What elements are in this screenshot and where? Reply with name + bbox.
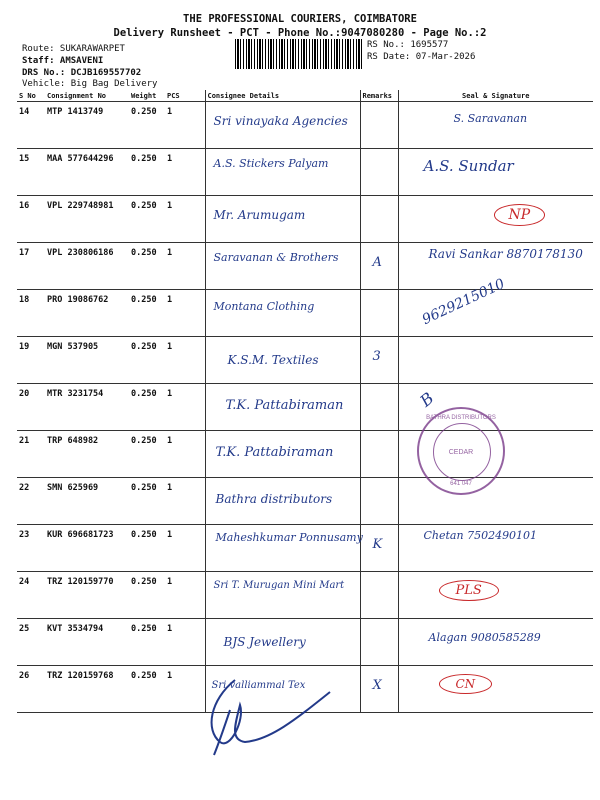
row-signature [398,619,593,666]
col-header-signature: Seal & Signature [398,90,593,102]
signature-handwriting: B [415,388,437,411]
consignee-handwriting: Sri valliammal Tex [211,680,306,691]
row-pcs: 1 [165,525,205,572]
signature-handwriting: Alagan 9080585289 [428,631,541,644]
consignee-handwriting: Mr. Arumugam [213,208,306,222]
row-pcs: 1 [165,196,205,243]
table-row [17,619,593,666]
table-row [17,102,593,149]
row-sno: 21 [17,431,45,478]
remarks-handwriting: K [372,537,383,552]
row-weight: 0.250 [129,337,165,384]
consignee-handwriting: Montana Clothing [213,300,315,313]
col-header-remarks: Remarks [360,90,398,102]
row-pcs: 1 [165,666,205,713]
table-row [17,384,593,431]
row-signature [398,337,593,384]
consignee-handwriting: Maheshkumar Ponnusamy [215,531,363,544]
row-signature [398,149,593,196]
row-weight: 0.250 [129,102,165,149]
row-pcs: 1 [165,149,205,196]
row-remarks [360,243,398,290]
row-sno: 16 [17,196,45,243]
runsheet-table [17,90,593,713]
signature-handwriting: PLS [439,580,499,601]
remarks-handwriting: A [372,255,382,270]
row-consignee [205,102,360,149]
row-signature [398,102,593,149]
stamp-middle-text: CEDAR [448,449,474,456]
row-sno: 22 [17,478,45,525]
rs-number: RS No.: 1695577 [367,40,449,50]
table-row [17,243,593,290]
row-consignment-no: MGN 537905 [45,337,129,384]
row-consignee [205,337,360,384]
row-remarks [360,525,398,572]
consignee-handwriting: Sri vinayaka Agencies [213,114,348,128]
row-consignee [205,572,360,619]
row-weight: 0.250 [129,384,165,431]
distributor-stamp [417,407,505,495]
drs-label: DRS No.: DCJB169557702 [22,68,142,78]
remarks-handwriting: X [372,678,382,693]
row-sno: 24 [17,572,45,619]
row-consignment-no: SMN 625969 [45,478,129,525]
row-sno: 18 [17,290,45,337]
row-pcs: 1 [165,290,205,337]
table-row [17,290,593,337]
row-weight: 0.250 [129,572,165,619]
consignee-handwriting: Bathra distributors [215,492,333,506]
footer-signature [200,670,340,760]
col-header-consignee: Consignee Details [205,90,360,102]
stamp-bottom-text: 641 047 [450,481,472,487]
consignee-handwriting: A.S. Stickers Palyam [213,157,329,170]
table-header-row [17,90,593,102]
row-consignment-no: VPL 229748981 [45,196,129,243]
row-remarks [360,290,398,337]
table-row [17,478,593,525]
row-consignee [205,384,360,431]
remarks-handwriting: 3 [372,349,381,364]
row-signature [398,196,593,243]
row-weight: 0.250 [129,243,165,290]
row-consignment-no: MTP 1413749 [45,102,129,149]
row-pcs: 1 [165,619,205,666]
consignee-handwriting: Sri T. Murugan Mini Mart [213,580,345,591]
signature-handwriting: Ravi Sankar 8870178130 [428,247,583,261]
row-remarks [360,196,398,243]
col-header-sno: S No [17,90,45,102]
table-row [17,525,593,572]
row-consignment-no: KUR 696681723 [45,525,129,572]
row-signature [398,572,593,619]
row-pcs: 1 [165,478,205,525]
signature-handwriting: 9629215010 [419,275,507,329]
row-consignee [205,290,360,337]
col-header-consignment: Consignment No [45,90,129,102]
row-weight: 0.250 [129,525,165,572]
row-sno: 26 [17,666,45,713]
table-row [17,431,593,478]
runsheet-subtitle: Delivery Runsheet - PCT - Phone No.:9047080280 - Page No.:2 [113,27,487,39]
stamp-top-text: BATHRA DISTRIBUTORS [426,415,496,421]
row-sno: 14 [17,102,45,149]
row-consignee [205,478,360,525]
row-consignee [205,619,360,666]
row-sno: 15 [17,149,45,196]
row-pcs: 1 [165,102,205,149]
barcode-image [235,39,363,69]
consignee-handwriting: K.S.M. Textiles [227,353,319,367]
row-consignment-no: MAA 577644296 [45,149,129,196]
company-title: THE PROFESSIONAL COURIERS, COIMBATORE [183,13,417,25]
row-weight: 0.250 [129,196,165,243]
row-pcs: 1 [165,243,205,290]
row-signature [398,275,593,337]
row-remarks [360,619,398,666]
row-remarks [360,572,398,619]
row-remarks [360,102,398,149]
row-consignment-no: PRO 19086762 [45,290,129,337]
vehicle-label: Vehicle: Big Bag Delivery [22,79,158,89]
row-consignment-no: MTR 3231754 [45,384,129,431]
table-row [17,572,593,619]
row-remarks [360,337,398,384]
row-sno: 19 [17,337,45,384]
row-pcs: 1 [165,384,205,431]
row-consignment-no: KVT 3534794 [45,619,129,666]
row-remarks [360,666,398,713]
route-label: Route: SUKARAWARPET [22,44,125,54]
row-pcs: 1 [165,431,205,478]
row-sno: 23 [17,525,45,572]
row-consignment-no: VPL 230806186 [45,243,129,290]
table-row [17,149,593,196]
table-row [17,337,593,384]
consignee-handwriting: Saravanan & Brothers [213,251,339,264]
row-signature [398,666,593,713]
row-consignment-no: TRZ 120159768 [45,666,129,713]
row-weight: 0.250 [129,666,165,713]
row-pcs: 1 [165,572,205,619]
row-weight: 0.250 [129,149,165,196]
row-consignee [205,196,360,243]
row-consignee [205,243,360,290]
row-consignee [205,149,360,196]
signature-handwriting: CN [439,674,493,694]
row-weight: 0.250 [129,619,165,666]
row-consignee [205,431,360,478]
row-sno: 25 [17,619,45,666]
row-signature [398,525,593,572]
signature-handwriting: S. Saravanan [453,112,528,125]
row-weight: 0.250 [129,431,165,478]
row-remarks [360,149,398,196]
row-remarks [360,431,398,478]
col-header-weight: Weight [129,90,165,102]
row-remarks [360,384,398,431]
rs-date: RS Date: 07-Mar-2026 [367,52,476,62]
row-remarks [360,478,398,525]
consignee-handwriting: T.K. Pattabiraman [215,445,334,460]
row-sno: 17 [17,243,45,290]
signature-handwriting: NP [494,204,546,226]
signature-handwriting: Chetan 7502490101 [423,529,538,542]
row-consignment-no: TRP 648982 [45,431,129,478]
consignee-handwriting: BJS Jewellery [223,635,306,649]
row-pcs: 1 [165,337,205,384]
row-weight: 0.250 [129,290,165,337]
consignee-handwriting: T.K. Pattabiraman [225,398,344,413]
row-consignment-no: TRZ 120159770 [45,572,129,619]
staff-label: Staff: AMSAVENI [22,56,104,66]
row-weight: 0.250 [129,478,165,525]
row-sno: 20 [17,384,45,431]
signature-handwriting: A.S. Sundar [423,157,514,175]
table-row [17,196,593,243]
col-header-pcs: PCS [165,90,205,102]
row-consignee [205,525,363,572]
